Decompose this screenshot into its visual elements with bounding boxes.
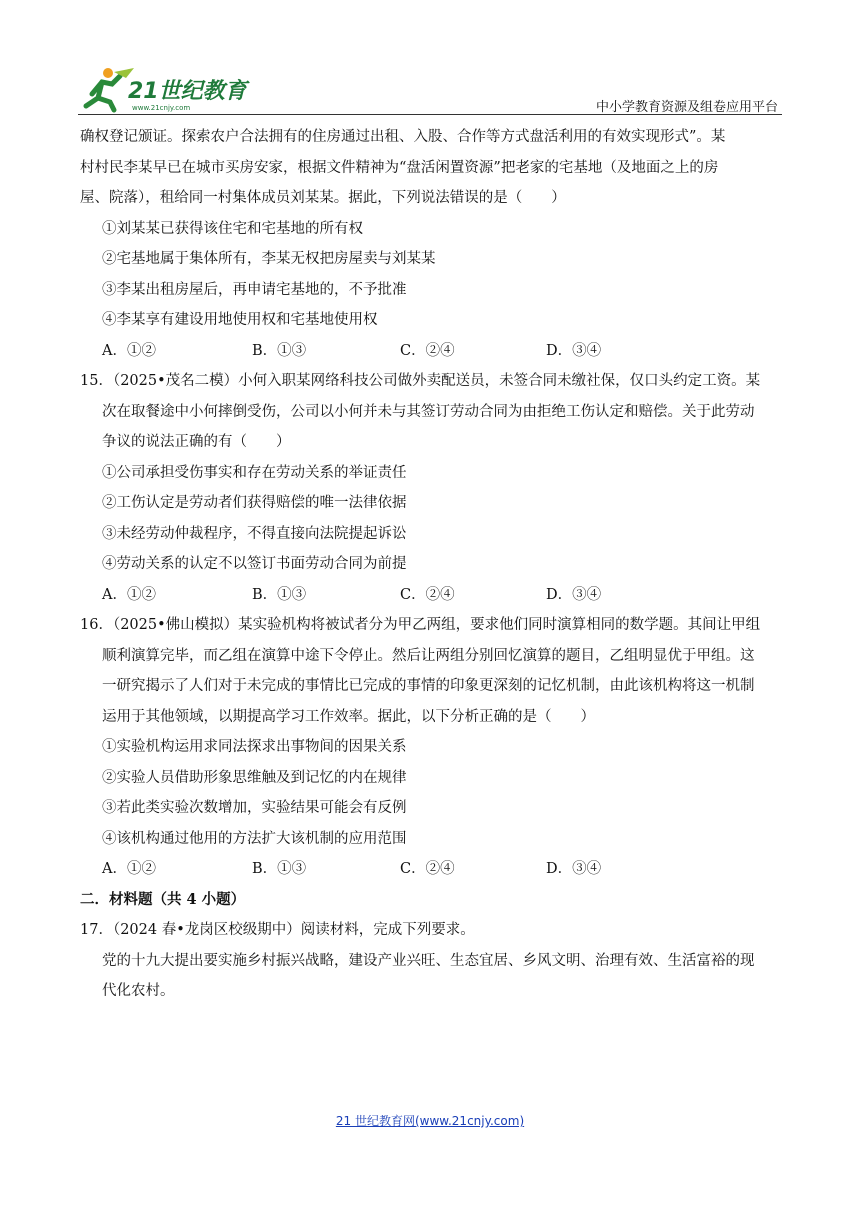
option-b[interactable]: B．①③ <box>252 861 307 877</box>
option-a[interactable]: A．①② <box>102 861 156 877</box>
option-a[interactable]: A．①② <box>102 342 156 359</box>
question-stem-line: 运用于其他领域，以期提高学习工作效率。据此，以下分析正确的是（ ） <box>102 708 595 725</box>
answer-options <box>80 336 782 367</box>
statement-item: ②工伤认定是劳动者们获得赔偿的唯一法律依据 <box>102 495 407 511</box>
question-15 <box>80 366 782 610</box>
platform-name: 中小学教育资源及组卷应用平台 <box>595 100 778 115</box>
option-d[interactable]: D．③④ <box>546 586 602 603</box>
runner-icon <box>86 68 134 110</box>
statement-item: ④劳动关系的认定不以签订书面劳动合同为前提 <box>102 556 407 572</box>
statement-item: ③李某出租房屋后，再申请宅基地的，不予批准 <box>102 281 407 298</box>
question-stem-line: 争议的说法正确的有（ ） <box>102 434 291 450</box>
option-b[interactable]: B．①③ <box>252 342 307 359</box>
answer-options <box>80 854 782 885</box>
question-stem-line: 15．（2025•茂名二模）小何入职某网络科技公司做外卖配送员，未签合同未缴社保，仅口头约定工资。某 <box>80 373 761 389</box>
statement-item: ②实验人员借助形象思维触及到记忆的内在规律 <box>102 769 407 786</box>
header-divider <box>78 114 782 115</box>
question-stem-line: 村村民李某早已在城市买房安家，根据文件精神为“盘活闲置资源”把老家的宅基地（及地面之上的房 <box>80 159 719 176</box>
question-16 <box>80 610 782 885</box>
svg-text:21世纪教育: 21世纪教育 <box>128 79 247 104</box>
statement-item: ①公司承担受伤事实和存在劳动关系的举证责任 <box>102 464 407 481</box>
statement-item: ①实验机构运用求同法探求出事物间的因果关系 <box>102 739 407 755</box>
page-header <box>78 64 782 116</box>
question-stem-line: 屋、院落），租给同一村集体成员刘某某。据此，下列说法错误的是（ ） <box>80 190 566 206</box>
option-c[interactable]: C．②④ <box>400 586 455 603</box>
material-line: 代化农村。 <box>102 983 175 999</box>
statement-item: ④李某享有建设用地使用权和宅基地使用权 <box>102 312 378 328</box>
site-logo <box>78 64 258 114</box>
option-c[interactable]: C．②④ <box>400 861 455 877</box>
option-a[interactable]: A．①② <box>102 586 156 603</box>
question-stem-line: 一研究揭示了人们对于未完成的事情比已完成的事情的印象更深刻的记忆机制，由此该机构将这一机制 <box>102 678 755 694</box>
question-14 <box>80 122 782 366</box>
question-stem-line: 16．（2025•佛山模拟）某实验机构将被试者分为甲乙两组，要求他们同时演算相同的数学题。其间让甲组 <box>80 617 761 633</box>
svg-text:www.21cnjy.com: www.21cnjy.com <box>132 104 191 112</box>
option-d[interactable]: D．③④ <box>546 861 602 877</box>
statement-item: ①刘某某已获得该住宅和宅基地的所有权 <box>102 220 363 237</box>
option-b[interactable]: B．①③ <box>252 586 307 603</box>
question-stem-line: 次在取餐途中小何摔倒受伤，公司以小何并未与其签订劳动合同为由拒绝工伤认定和赔偿。关于此劳动 <box>102 403 755 420</box>
question-stem-line: 确权登记颁证。探索农户合法拥有的住房通过出租、入股、合作等方式盘活利用的有效实现形式”。某 <box>80 129 726 145</box>
statement-item: ④该机构通过他用的方法扩大该机制的应用范围 <box>102 830 407 847</box>
page-content <box>80 122 782 1007</box>
answer-options <box>80 580 782 611</box>
question-17 <box>80 915 782 1007</box>
statement-item: ②宅基地属于集体所有，李某无权把房屋卖与刘某某 <box>102 251 436 267</box>
option-c[interactable]: C．②④ <box>400 342 455 359</box>
question-stem-line: 顺利演算完毕，而乙组在演算中途下令停止。然后让两组分别回忆演算的题目，乙组明显优于甲组。这 <box>102 647 755 664</box>
question-stem-line: 17．（2024 春•龙岗区校级期中）阅读材料，完成下列要求。 <box>80 922 475 938</box>
page-footer <box>0 1112 860 1129</box>
statement-item: ③未经劳动仲裁程序，不得直接向法院提起诉讼 <box>102 525 407 542</box>
footer-link[interactable]: 21 世纪教育网(www.21cnjy.com) <box>335 1114 525 1128</box>
statement-item: ③若此类实验次数增加，实验结果可能会有反例 <box>102 800 407 816</box>
option-d[interactable]: D．③④ <box>546 342 602 359</box>
material-line: 党的十九大提出要实施乡村振兴战略，建设产业兴旺、生态宜居、乡风文明、治理有效、生活富裕的现 <box>102 952 755 969</box>
section-title: 二．材料题（共 4 小题） <box>80 890 246 908</box>
